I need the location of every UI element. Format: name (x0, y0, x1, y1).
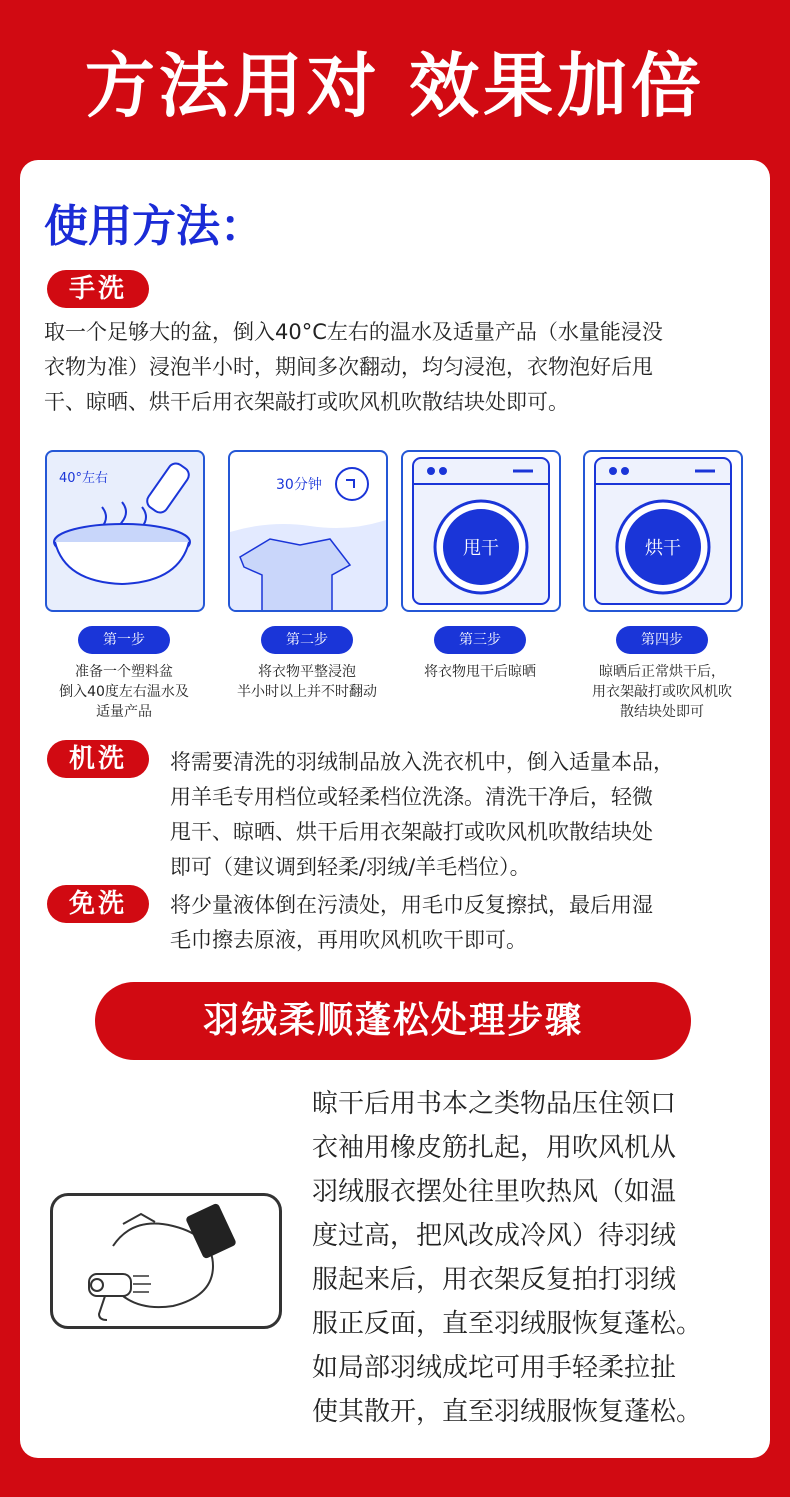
soaking-shirt-icon (230, 452, 386, 610)
step-1-temp-label: 40°左右 (59, 471, 109, 486)
hairdryer-icon (53, 1196, 279, 1326)
step-3-inner-label: 甩干 (463, 538, 499, 559)
step-1-desc (45, 662, 203, 722)
no-wash-text (170, 888, 750, 958)
hand-wash-line: 干、晾晒、烘干后用衣架敲打或吹风机吹散结块处即可。 (44, 390, 569, 414)
fluff-line: 服正反面，直至羽绒服恢复蓬松。 (312, 1309, 703, 1339)
fluff-line: 衣袖用橡皮筋扎起，用吹风机从 (312, 1133, 677, 1163)
hand-wash-text (44, 315, 754, 420)
fluff-line: 使其散开，直至羽绒服恢复蓬松。 (312, 1397, 703, 1427)
fluff-text (312, 1082, 762, 1434)
step-1 (45, 450, 203, 722)
basin-icon (47, 452, 203, 610)
fluff-line: 羽绒服衣摆处往里吹热风（如温 (312, 1177, 677, 1207)
step-4-illustration (583, 450, 743, 612)
step-3 (401, 450, 559, 682)
no-wash-line: 将少量液体倒在污渍处，用毛巾反复擦拭，最后用湿 (170, 893, 653, 917)
hand-wash-line: 衣物为准）浸泡半小时，期间多次翻动，均匀浸泡，衣物泡好后甩 (44, 355, 653, 379)
step-3-desc-line: 将衣物甩干后晾晒 (424, 664, 536, 680)
usage-title: 使用方法： (44, 201, 264, 252)
hairdryer-illustration (50, 1193, 282, 1329)
washing-machine-icon (403, 452, 559, 610)
clock-icon (336, 468, 368, 500)
step-1-desc-line: 适量产品 (96, 704, 152, 720)
hand-wash-tag: 手洗 (47, 270, 149, 308)
step-3-illustration (401, 450, 561, 612)
step-4-badge: 第四步 (616, 626, 708, 654)
step-2-desc-line: 将衣物平整浸泡 (258, 664, 356, 680)
step-1-desc-line: 准备一个塑料盆 (75, 664, 173, 680)
step-1-badge: 第一步 (78, 626, 170, 654)
machine-wash-line: 用羊毛专用档位或轻柔档位洗涤。清洗干净后，轻微 (170, 785, 653, 809)
step-1-illustration (45, 450, 205, 612)
hand-wash-line: 取一个足够大的盆，倒入40°C左右的温水及适量产品（水量能浸没 (44, 320, 663, 344)
fluff-line: 度过高，把风改成冷风）待羽绒 (312, 1221, 677, 1251)
step-4-inner-label: 烘干 (645, 538, 681, 559)
step-2-desc (228, 662, 386, 702)
header-title: 方法用对 效果加倍 (84, 44, 706, 127)
step-3-badge: 第三步 (434, 626, 526, 654)
step-2-badge: 第二步 (261, 626, 353, 654)
machine-wash-line: 甩干、晾晒、烘干后用衣架敲打或吹风机吹散结块处 (170, 820, 653, 844)
step-2-desc-line: 半小时以上并不时翻动 (237, 684, 377, 700)
step-3-desc (401, 662, 559, 682)
step-2-time-label: 30分钟 (276, 477, 322, 493)
no-wash-tag: 免洗 (47, 885, 149, 923)
step-2 (228, 450, 386, 702)
fluff-line: 服起来后，用衣架反复拍打羽绒 (312, 1265, 677, 1295)
instructions-card (20, 160, 770, 1458)
step-2-illustration (228, 450, 388, 612)
step-4 (583, 450, 741, 722)
machine-wash-line: 将需要清洗的羽绒制品放入洗衣机中，倒入适量本品， (170, 750, 674, 774)
no-wash-line: 毛巾擦去原液，再用吹风机吹干即可。 (170, 928, 527, 952)
machine-wash-line: 即可（建议调到轻柔/羽绒/羊毛档位）。 (170, 855, 531, 879)
fluff-line: 如局部羽绒成坨可用手轻柔拉扯 (312, 1353, 677, 1383)
machine-wash-tag: 机洗 (47, 740, 149, 778)
step-4-desc (583, 662, 741, 722)
step-4-desc-line: 用衣架敲打或吹风机吹 (592, 684, 732, 700)
fluff-steps-banner: 羽绒柔顺蓬松处理步骤 (95, 982, 691, 1060)
step-1-desc-line: 倒入40度左右温水及 (59, 684, 189, 700)
dryer-icon (585, 452, 741, 610)
step-4-desc-line: 晾晒后正常烘干后， (599, 664, 725, 680)
header-banner (0, 0, 790, 160)
machine-wash-text (170, 745, 750, 885)
step-4-desc-line: 散结块处即可 (620, 704, 704, 720)
fluff-line: 晾干后用书本之类物品压住领口 (312, 1089, 677, 1119)
